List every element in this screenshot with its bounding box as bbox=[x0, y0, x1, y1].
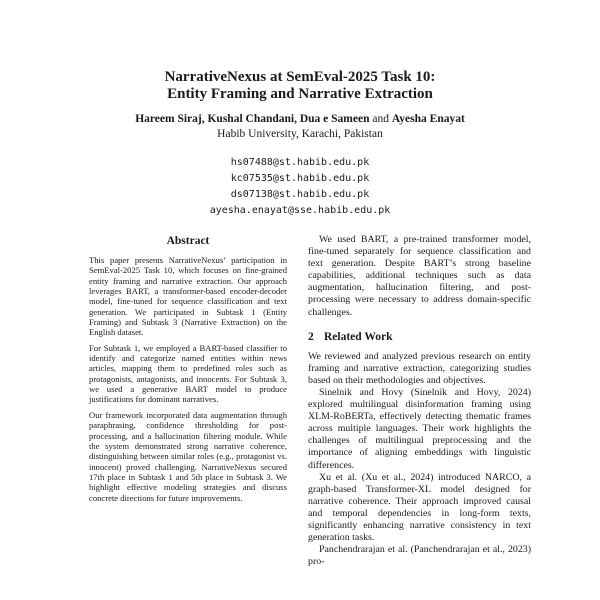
email-address: kc07535@st.habib.edu.pk bbox=[230, 173, 370, 184]
authors-last: Ayesha Enayat bbox=[391, 113, 465, 125]
paper-title-line-1: NarrativeNexus at SemEval-2025 Task 10: bbox=[164, 69, 436, 85]
authors-and: and bbox=[372, 113, 389, 125]
email-list bbox=[0, 155, 600, 219]
affiliation: Habib University, Karachi, Pakistan bbox=[217, 128, 383, 140]
intro-paragraph: We used BART, a pre-trained transformer model, fine-tuned separately for sequence classification and text generation. Despite BART’s strong baseline capabilities, additional techniques such as data augmentation, hallucination filtering, and post-processing were necessary to address domain-specific challenges. bbox=[308, 234, 531, 318]
related-work-paragraph: We reviewed and analyzed previous research on entity framing and narrative extraction, categorizing studies based on their methodologies and objectives. bbox=[308, 350, 531, 386]
authors-main: Hareem Siraj, Kushal Chandani, Dua e Sameen bbox=[135, 113, 370, 125]
paper-title-line-2: Entity Framing and Narrative Extraction bbox=[167, 86, 433, 102]
related-work-paragraph: Panchendrarajan et al. (Panchendrarajan et al., 2023) pro- bbox=[308, 544, 531, 568]
abstract-paragraph: For Subtask 1, we employed a BART-based classifier to identify and categorize named entities within news articles, mapping them to predefined roles such as protagonists, antagonists, and innocents. For Subtask 3, we used a generative BART model to produce justifications for dominant narratives. bbox=[89, 342, 287, 405]
abstract-paragraph: This paper presents NarrativeNexus’ participation in SemEval-2025 Task 10, which focuses on fine-grained entity framing and narrative extraction. Our approach leverages BART, a transformer-based encoder-decoder model, fine-tuned for sequence classification and text generation. We participated in Subtask 1 (Entity Framing) and Subtask 3 (Narrative Extraction) on the English dataset. bbox=[89, 255, 287, 338]
related-work-paragraph: Sinelnik and Hovy (Sinelnik and Hovy, 2024) explored multilingual disinformation framing using XLM-RoBERTa, effectively detecting thematic frames across multiple languages. Their work highlights the challenges of multilingual preprocessing and the importance of aligning embeddings with linguistic differences. bbox=[308, 386, 531, 471]
related-work-paragraph: Xu et al. (Xu et al., 2024) introduced NARCO, a graph-based Transformer-XL model designed for narrative coherence. Their approach improved causal and temporal dependencies in long-form texts, significantly enhancing narrative consistency in text generation tasks. bbox=[308, 471, 531, 544]
email-address: hs07488@st.habib.edu.pk bbox=[230, 157, 370, 168]
email-address: ds07138@st.habib.edu.pk bbox=[230, 189, 370, 200]
section-number: 2 bbox=[308, 330, 314, 343]
email-address: ayesha.enayat@sse.habib.edu.pk bbox=[209, 205, 391, 216]
section-heading-related-work bbox=[308, 330, 531, 344]
abstract-heading: Abstract bbox=[166, 235, 210, 247]
abstract-paragraph: Our framework incorporated data augmentation through paraphrasing, confidence thresholding for post-processing, and a hallucination filtering module. While the system demonstrated strong narrative coherence, distinguishing between similar roles (e.g., protagonist vs. innocent) proved challenging. NarrativeNexus secured 17th place in Subtask 1 and 5th place in Subtask 3. We highlight effective modeling strategies and discuss concrete directions for future improvements. bbox=[89, 409, 287, 503]
section-title: Related Work bbox=[324, 330, 393, 343]
author-list bbox=[0, 112, 600, 126]
left-column bbox=[89, 234, 287, 508]
right-column bbox=[308, 234, 531, 568]
